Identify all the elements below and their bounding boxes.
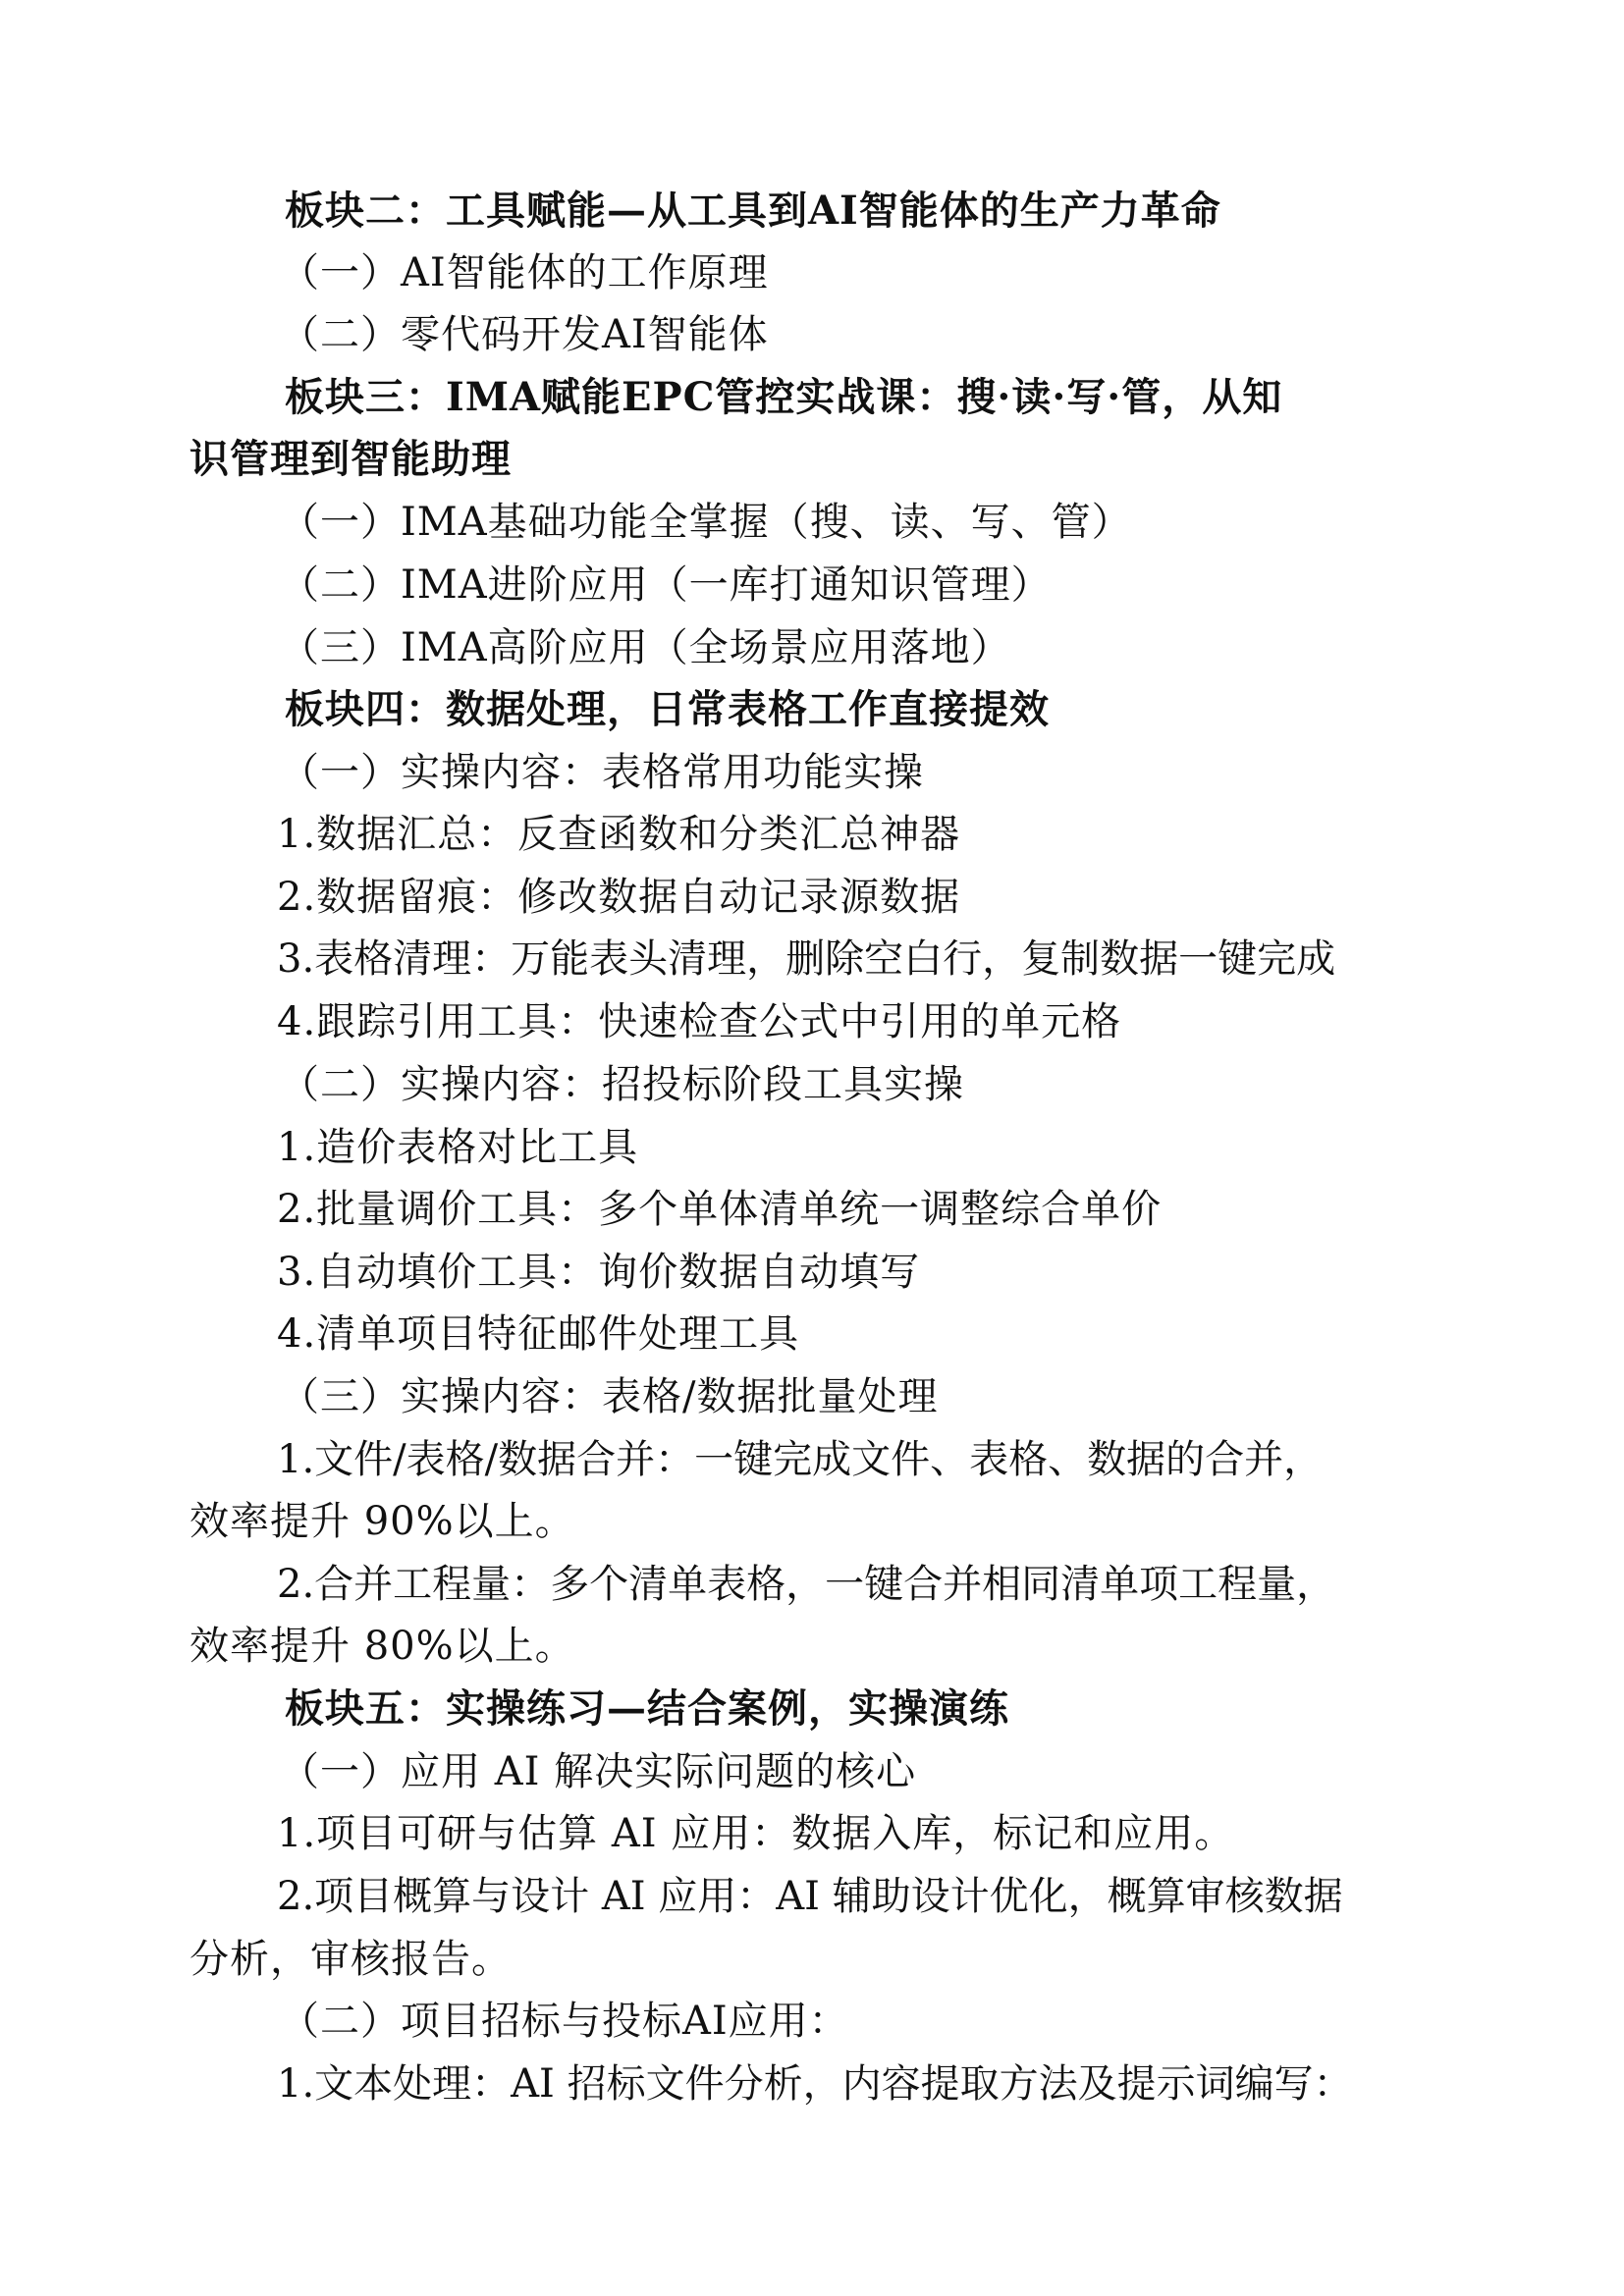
section-heading-5: 板块五：实操练习—结合案例，实操演练 (285, 1685, 1009, 1732)
list-item: 1.文件/表格/数据合并：一键完成文件、表格、数据的合并， (277, 1437, 1324, 1482)
subsection-item: （二）项目招标与投标AI应用： (280, 1999, 849, 2044)
subsection-item: （二）实操内容：招投标阶段工具实操 (280, 1062, 964, 1107)
list-item: 1.数据汇总：反查函数和分类汇总神器 (277, 812, 961, 857)
list-item: 1.文本处理：AI 招标文件分析，内容提取方法及提示词编写： (277, 2061, 1353, 2107)
list-item-cont: 效率提升 90%以上。 (189, 1499, 575, 1544)
list-item: 1.造价表格对比工具 (277, 1125, 639, 1170)
subsection-item: （三）IMA高阶应用（全场景应用落地） (280, 625, 1011, 670)
list-item-cont: 效率提升 80%以上。 (189, 1624, 575, 1669)
subsection-item: （二）IMA进阶应用（一库打通知识管理） (280, 562, 1052, 608)
list-item: 4.清单项目特征邮件处理工具 (277, 1311, 800, 1357)
list-item: 2.批量调价工具：多个单体清单统一调整综合单价 (277, 1187, 1163, 1232)
list-item: 3.自动填价工具：询价数据自动填写 (277, 1250, 921, 1295)
subsection-item: （一）AI智能体的工作原理 (280, 250, 769, 295)
section-heading-3-cont: 识管理到智能助理 (189, 436, 512, 482)
section-heading-4: 板块四：数据处理，日常表格工作直接提效 (285, 686, 1050, 732)
list-item: 2.合并工程量：多个清单表格，一键合并相同清单项工程量， (277, 1562, 1336, 1607)
subsection-item: （一）IMA基础功能全掌握（搜、读、写、管） (280, 500, 1132, 545)
list-item-cont: 分析，审核报告。 (189, 1937, 512, 1982)
subsection-item: （二）零代码开发AI智能体 (280, 312, 769, 357)
subsection-item: （三）实操内容：表格/数据批量处理 (280, 1374, 939, 1419)
subsection-item: （一）实操内容：表格常用功能实操 (280, 750, 924, 795)
list-item: 2.项目概算与设计 AI 应用：AI 辅助设计优化，概算审核数据 (277, 1874, 1343, 1919)
subsection-item: （一）应用 AI 解决实际问题的核心 (280, 1749, 917, 1794)
section-heading-2: 板块二：工具赋能—从工具到AI智能体的生产力革命 (285, 187, 1221, 234)
list-item: 3.表格清理：万能表头清理，删除空白行，复制数据一键完成 (277, 936, 1336, 982)
section-heading-3: 板块三：IMA赋能EPC管控实战课：搜·读·写·管，从知 (285, 374, 1283, 420)
list-item: 2.数据留痕：修改数据自动记录源数据 (277, 875, 961, 920)
list-item: 4.跟踪引用工具：快速检查公式中引用的单元格 (277, 999, 1122, 1044)
list-item: 1.项目可研与估算 AI 应用：数据入库，标记和应用。 (277, 1811, 1235, 1856)
